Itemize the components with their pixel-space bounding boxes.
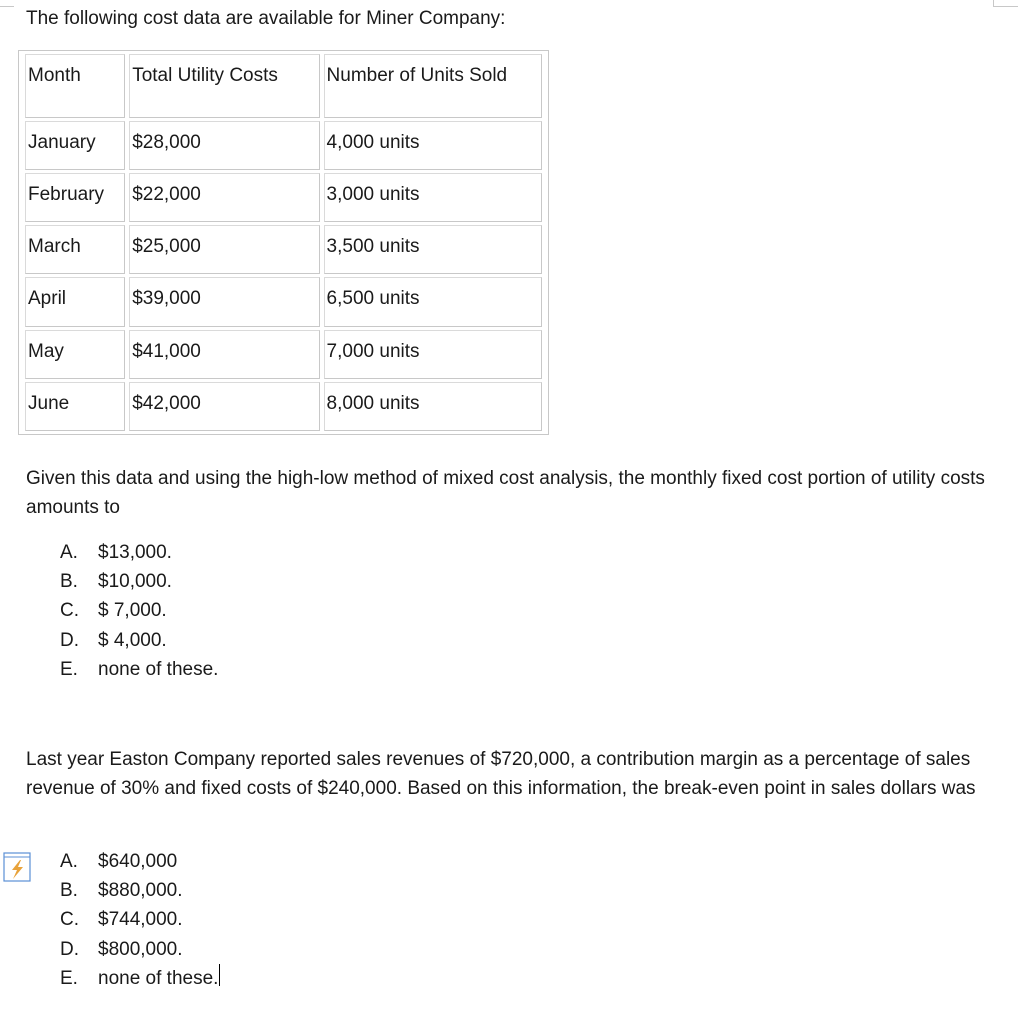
option-letter: D. xyxy=(60,629,79,651)
option-d xyxy=(60,626,218,655)
option-text: $800,000. xyxy=(98,938,183,960)
option-text: $640,000 xyxy=(98,851,178,872)
table-row xyxy=(25,330,542,379)
option-text: none of these. xyxy=(98,967,219,989)
table-row xyxy=(25,173,542,222)
option-letter: C. xyxy=(60,600,79,622)
option-text: $ 7,000. xyxy=(98,600,167,622)
cell-month: June xyxy=(25,382,125,431)
option-letter: B. xyxy=(60,571,78,593)
option-text: $ 4,000. xyxy=(98,629,167,651)
option-d xyxy=(60,935,220,964)
cell-units: 6,500 units xyxy=(324,277,542,326)
intro-text: The following cost data are available for Miner Company: xyxy=(26,8,506,29)
table-header-row xyxy=(25,54,542,118)
option-text: $10,000. xyxy=(98,571,172,593)
text-cursor xyxy=(219,964,220,986)
option-letter: A. xyxy=(60,851,78,872)
cell-month: May xyxy=(25,330,125,379)
cell-units: 3,000 units xyxy=(324,173,542,222)
option-a xyxy=(60,538,218,567)
cell-cost: $41,000 xyxy=(129,330,319,379)
cell-cost: $22,000 xyxy=(129,173,319,222)
table-row xyxy=(25,382,542,431)
table-row xyxy=(25,121,542,170)
question-1-options xyxy=(60,538,218,684)
cell-cost: $42,000 xyxy=(129,382,319,431)
cell-cost: $28,000 xyxy=(129,121,319,170)
option-letter: D. xyxy=(60,938,79,960)
page-corner-mark-right xyxy=(993,0,1018,7)
option-text: $744,000. xyxy=(98,909,183,931)
option-letter: E. xyxy=(60,658,78,680)
option-letter: E. xyxy=(60,967,78,989)
page-corner-mark-left xyxy=(0,0,14,7)
cell-month: January xyxy=(25,121,125,170)
option-letter: B. xyxy=(60,880,78,902)
option-a xyxy=(60,847,220,876)
option-text: $13,000. xyxy=(98,542,172,563)
option-e xyxy=(60,655,218,684)
option-c xyxy=(60,596,218,625)
cell-month: March xyxy=(25,225,125,274)
header-units-sold: Number of Units Sold xyxy=(324,54,542,118)
cell-units: 4,000 units xyxy=(324,121,542,170)
option-c xyxy=(60,905,220,934)
cell-cost: $39,000 xyxy=(129,277,319,326)
option-letter: A. xyxy=(60,542,78,563)
option-b xyxy=(60,567,218,596)
table-row xyxy=(25,277,542,326)
cell-units: 8,000 units xyxy=(324,382,542,431)
cell-units: 3,500 units xyxy=(324,225,542,274)
option-letter: C. xyxy=(60,909,79,931)
option-b xyxy=(60,876,220,905)
table-row xyxy=(25,225,542,274)
cost-data-table xyxy=(18,50,549,435)
header-month: Month xyxy=(25,54,125,118)
question-1-text: Given this data and using the high-low method of mixed cost analysis, the monthly fixed cost portion of utility costs amounts to xyxy=(26,468,985,518)
option-text: $880,000. xyxy=(98,880,183,902)
cell-cost: $25,000 xyxy=(129,225,319,274)
question-2-text: Last year Easton Company reported sales revenues of $720,000, a contribution margin as a percentage of sales revenue of 30% and fixed costs of $240,000. Based on this information, the break-even point in sales dollars was xyxy=(26,749,976,799)
option-text: none of these. xyxy=(98,658,219,680)
cell-month: April xyxy=(25,277,125,326)
header-total-utility-costs: Total Utility Costs xyxy=(129,54,319,118)
cell-month: February xyxy=(25,173,125,222)
cell-units: 7,000 units xyxy=(324,330,542,379)
lightning-note-icon[interactable] xyxy=(2,851,32,883)
option-e xyxy=(60,964,220,993)
question-2-options xyxy=(60,847,220,993)
